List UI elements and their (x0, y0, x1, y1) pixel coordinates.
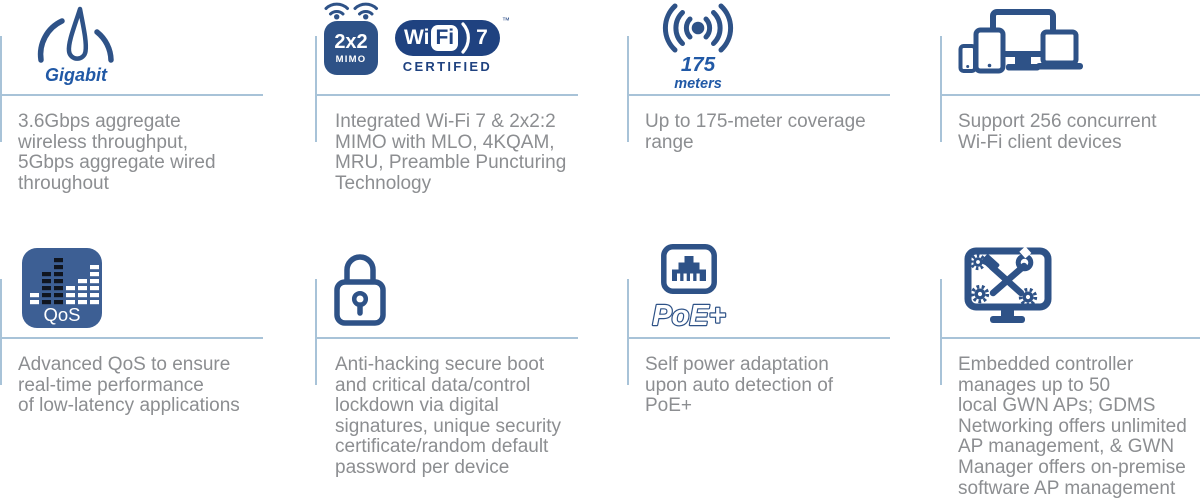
qos-label: QoS (43, 304, 81, 325)
icon-text-divider (315, 94, 578, 96)
trademark-symbol: ™ (501, 16, 510, 25)
management-monitor-icon (964, 247, 1052, 331)
column-accent-line (315, 279, 317, 385)
feature-description: Integrated Wi-Fi 7 & 2x2:2 MIMO with MLO, 4KQAM, MRU, Preamble Puncturing Technology (335, 111, 567, 194)
wifi7-certified-text: CERTIFIED (402, 59, 493, 74)
feature-card-management (940, 243, 1200, 499)
padlock-icon-block (332, 249, 388, 327)
padlock-icon (332, 249, 388, 327)
icon-text-divider (627, 337, 890, 339)
speedometer-icon-block (28, 6, 124, 86)
mimo-badge (324, 21, 378, 75)
feature-description: Anti-hacking secure boot and critical data/control lockdown via digital signatures, unique security certificate/random default password per device (335, 354, 562, 478)
column-accent-line (627, 279, 629, 385)
feature-card-qos (0, 243, 315, 478)
wifi-antennas-icon (322, 0, 380, 20)
ethernet-port-icon (661, 244, 717, 294)
speedometer-icon (30, 6, 122, 64)
poe-icon-block (641, 244, 737, 333)
client-devices-icon (956, 9, 1086, 75)
feature-card-throughput (0, 0, 315, 235)
qos-icon-block (22, 248, 102, 328)
range-unit-label: meters (674, 75, 722, 92)
mimo-badge-top-text: 2x2 (334, 30, 368, 53)
wifi7-logo-seven: 7 (476, 26, 488, 49)
coverage-icon-block (647, 3, 749, 91)
feature-description: Advanced QoS to ensure real-time performance of low-latency applications (18, 354, 240, 417)
mimo-badge-block (323, 0, 379, 75)
feature-card-clients (940, 0, 1200, 235)
poe-plus-label: PoE+ (652, 300, 726, 332)
feature-description: Embedded controller manages up to 50 local GWN APs; GDMS Networking offers unlimited AP management, & GWN Manager offers on-premise software AP management (958, 354, 1187, 499)
gigabit-label: Gigabit (45, 65, 107, 85)
feature-description: Up to 175-meter coverage range (645, 111, 866, 153)
wifi7-logo-arc (461, 22, 472, 54)
wifi7-certified-logo (395, 16, 510, 74)
management-icon-block (964, 247, 1052, 331)
signal-coverage-icon (648, 3, 748, 53)
column-accent-line (315, 36, 317, 142)
column-accent-line (0, 279, 2, 385)
icon-text-divider (0, 94, 263, 96)
icon-text-divider (315, 337, 578, 339)
column-accent-line (940, 36, 942, 142)
feature-description: Support 256 concurrent Wi-Fi client devices (958, 111, 1157, 153)
devices-icon-block (956, 9, 1086, 75)
feature-card-security (315, 243, 627, 478)
mimo-badge-bottom-text: MIMO (335, 53, 367, 65)
column-accent-line (0, 36, 2, 142)
qos-equalizer-icon (22, 248, 102, 328)
icon-text-divider (940, 337, 1200, 339)
icon-text-divider (0, 337, 263, 339)
feature-card-poe (627, 243, 940, 478)
column-accent-line (627, 36, 629, 142)
wifi7-logo-fi: Fi (431, 25, 458, 51)
poe-plus-wordmark (641, 297, 737, 333)
feature-description: 3.6Gbps aggregate wireless throughput, 5Gbps aggregate wired throughout (18, 111, 216, 194)
feature-card-coverage (627, 0, 940, 235)
feature-description: Self power adaptation upon auto detection of PoE+ (645, 354, 834, 417)
icon-text-divider (940, 94, 1200, 96)
feature-card-wifi7 (315, 0, 627, 235)
range-value-label: 175 (680, 53, 716, 76)
icon-text-divider (627, 94, 890, 96)
column-accent-line (940, 279, 942, 385)
wifi7-logo-wi: Wi (404, 26, 430, 49)
wifi7-logo-pill (395, 16, 510, 56)
